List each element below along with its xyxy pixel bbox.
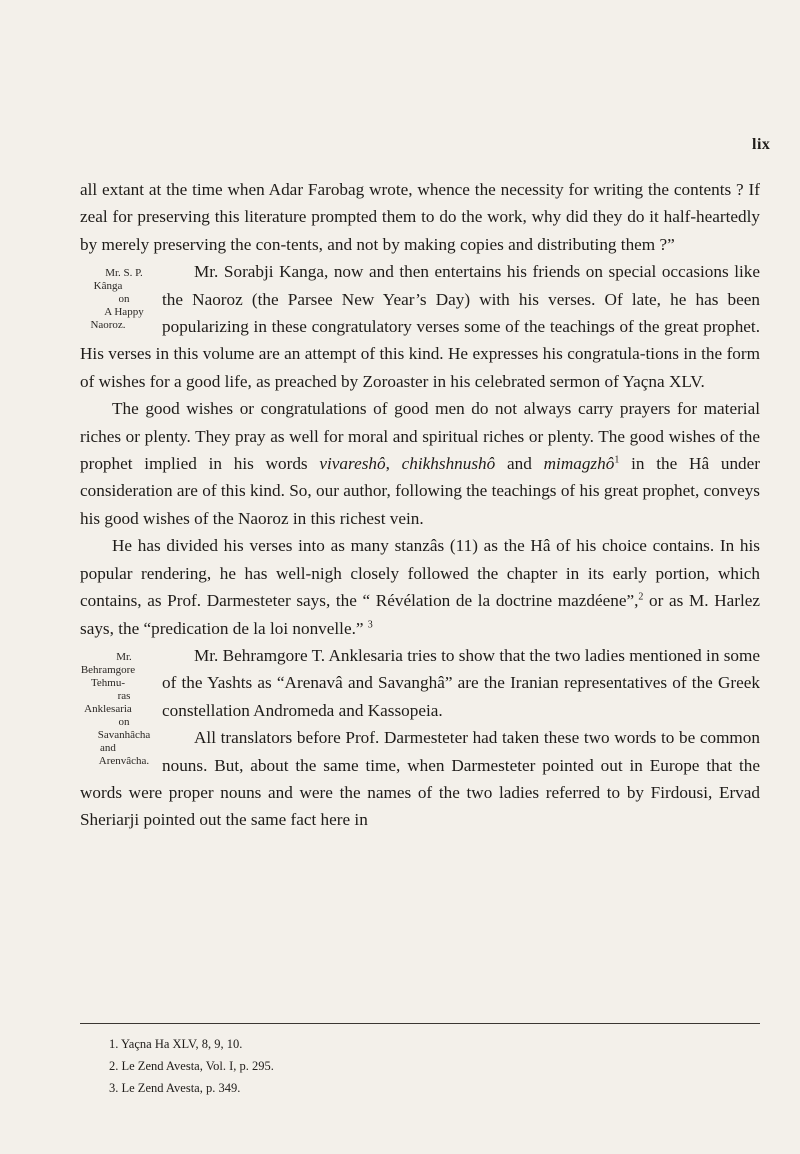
margin-note-line: A Happy Naoroz. <box>90 306 144 332</box>
margin-note-line: Arenvâcha. <box>98 754 150 767</box>
paragraph-4-text-a: He has divided his verses into as many stanzâs (11) as the Hâ of his choice contains. In his popular rendering, he has well-nigh closely followed the chapter in its early portion, which contains, as Prof. Darmesteter says, the “ Révélation de la doctrine mazdéene”, <box>80 536 760 611</box>
margin-note-line: Savanhâcha and <box>97 728 151 754</box>
paragraph-5-text: Mr. Behramgore T. Anklesaria tries to show that the two ladies mentioned in some of the Yashts as “Arenavâ and Savanghâ” are the Iranian representatives of the Greek constellation Andromeda and Kassopeia. <box>162 645 760 720</box>
separator: , <box>385 454 402 474</box>
footnote-divider <box>80 1023 760 1024</box>
margin-note-line: on <box>118 715 130 728</box>
term-chikhshnusho: chikhshnushô <box>401 454 496 474</box>
footnote-ref-1: 1 <box>614 454 620 466</box>
footnote-ref-2: 2 <box>638 591 644 603</box>
paragraph-4 <box>80 532 760 642</box>
separator: and <box>495 454 544 474</box>
footnote-3: 3. Le Zend Avesta, p. 349. <box>109 1081 241 1095</box>
paragraph-4-text-b: or as M. Harlez says, the “predication de la loi nonvelle.” <box>80 591 760 638</box>
margin-note-line: ras Anklesaria <box>84 689 132 715</box>
margin-note-line: Mr. Behramgore Tehmu- <box>80 650 136 689</box>
page-number: lix <box>752 136 771 153</box>
footnote-ref-3: 3 <box>367 618 373 630</box>
body-text <box>80 176 760 834</box>
footnote-2: 2. Le Zend Avesta, Vol. I, p. 295. <box>109 1059 274 1073</box>
paragraph-3-text-a: The good wishes or congratulations of good men do not always carry prayers for material riches or plenty. They pray as well for moral and spiritual riches or plenty. The good wishes of the prophet implied in his words <box>80 399 760 474</box>
paragraph-2-text: Mr. Sorabji Kanga, now and then entertains his friends on special occasions like the Naoroz (the Parsee New Year’s Day) with his verses. Of late, he has been popularizing in these congratulatory verses some of the teachings of the great prophet. His verses in this volume are an attempt of this kind. He expresses his congratula-tions in the form of wishes for a good life, as preached by Zoroaster in his celebrated sermon of Yaçna XLV. <box>80 262 760 391</box>
margin-note-line: Mr. S. P. Kânga <box>93 267 143 293</box>
term-vivaresho: vivareshô <box>319 454 386 474</box>
paragraph-1: all extant at the time when Adar Farobag wrote, whence the necessity for writing the contents ? If zeal for preserving this literature prompted them to do the work, why did they do it half-heartedly by merely preserving the con-tents, and not by making copies and distributing them ?” <box>80 180 760 254</box>
margin-note-kanga <box>64 258 152 332</box>
margin-note-line: on <box>118 293 130 306</box>
paragraph-2 <box>80 258 760 395</box>
margin-note-anklesaria <box>64 642 152 768</box>
footnote-1: 1. Yaçna Ha XLV, 8, 9, 10. <box>109 1037 243 1051</box>
paragraph-3 <box>80 395 760 532</box>
footnotes <box>109 1033 749 1099</box>
paragraph-5 <box>80 642 760 767</box>
paragraph-6: All translators before Prof. Darmesteter had taken these two words to be common nouns. But, about the same time, when Darmesteter pointed out in Europe that the words were proper nouns and were the names of the two ladies referred to by Firdousi, Ervad Sheriarji pointed out the same fact here in <box>80 728 760 830</box>
paragraph-3-text-b: in the Hâ under consideration are of this kind. So, our author, following the teachings of his great prophet, conveys his good wishes of the Naoroz in this richest vein. <box>80 454 760 528</box>
term-mimagzho: mimagzhô <box>543 454 615 474</box>
